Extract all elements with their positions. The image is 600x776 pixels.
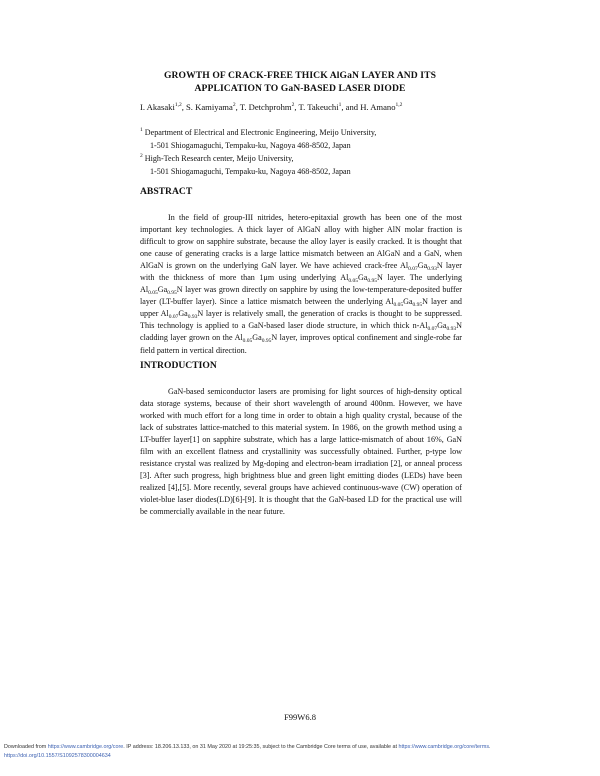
abstract-heading: ABSTRACT [140, 186, 193, 197]
affiliation-2 [140, 152, 351, 178]
cambridge-core-link[interactable]: https://www.cambridge.org/core [47, 744, 124, 750]
introduction-paragraph: GaN-based semiconductor lasers are promising for light sources of high-density optical data storage systems, because of their short wavelength of around 400nm. However, we have worked with much effort for a long time in order to obtain a high quality crystal, because of the lack of substrates lattice-matched to this material system. In 1986, on the growth method using a LT-buffer layer[1] on sapphire substrate, which has a large lattice-mismatch of about 16%, GaN film with an excellent flatness and crystallinity was successfully obtained. Further, p-type low resistance crystal was realized by Mg-doping and electron-beam irradiation [2], or anneal process [3]. After such progress, high brightness blue and green light emitting diodes (LEDs) have been realized [4],[5]. More recently, several groups have achieved continuous-wave (CW) operation of violet-blue laser diodes(LD)[6]-[9]. It is thought that the GaN-based LD for the practical use will be commercially available in the near future. [140, 387, 462, 517]
affiliation-line: High-Tech Research center, Meijo University, [144, 154, 294, 163]
author-affil-mark: 1,2 [395, 102, 403, 108]
author-affil-mark: 2 [232, 102, 236, 108]
terms-of-use-link[interactable]: https://www.cambridge.org/core/terms [398, 744, 490, 750]
abstract-paragraph: In the field of group-III nitrides, hetero-epitaxial growth has been one of the most important key technologies. A thick layer of AlGaN alloy with higher AlN molar fraction is difficult to grow on sapphire substrate, because the alloy layer is easily cracked. It is thought that one cause of generating cracks is a large lattice mismatch between an AlGaN and a GaN, when AlGaN is grown on the underlying GaN layer. We have achieved crack-free $Al_{0.07}Ga_{0.93}N$ layer with the thickness of more than 1μm using underlying $Al_{0.05}Ga_{0.95}N$ layer. The underlying $Al_{0.05}Ga_{0.95}N$ layer was grown directly on sapphire by using the low-temperature-deposited buffer layer (LT-buffer layer). Since a lattice mismatch between the underlying $Al_{0.05}Ga_{0.95}N$ layer and upper $Al_{0.07}Ga_{0.93}N$ layer is relatively small, the generation of cracks is thought to be suppressed. This technology is applied to a GaN-based laser diode structure, in which thick $n-Al_{0.07}Ga_{0.93}N$ cladding layer grown on the $Al_{0.05}Ga_{0.95}N$ layer, improves optical confinement and single-robe far field pattern in vertical direction. [140, 213, 463, 355]
affiliation-number: 2 [140, 153, 143, 159]
abstract-body [140, 212, 462, 357]
affiliation-address: 1-501 Shiogamaguchi, Tempaku-ku, Nagoya 468-8502, Japan [150, 167, 351, 176]
introduction-heading: INTRODUCTION [140, 360, 217, 371]
author-affil-mark: 2 [291, 102, 295, 108]
author-name: , T. Detchprohm [235, 102, 292, 112]
page-identifier: F99W6.8 [284, 712, 316, 722]
title-line-1: GROWTH OF CRACK-FREE THICK AlGaN LAYER AND ITS [163, 70, 437, 81]
affiliation-line: Department of Electrical and Electronic Engineering, Meijo University, [144, 128, 377, 137]
affiliation-address: 1-501 Shiogamaguchi, Tempaku-ku, Nagoya 468-8502, Japan [150, 141, 351, 150]
title-line-2: APPLICATION TO GaN-BASED LASER DIODE [194, 83, 406, 94]
author-affil-mark: 1 [338, 102, 342, 108]
author-list [140, 102, 402, 112]
affiliation-number: 1 [140, 127, 143, 133]
author-name: , T. Takeuchi [294, 102, 339, 112]
author-name: I. Akasaki [140, 102, 175, 112]
download-notice: Downloaded from https://www.cambridge.org/core. IP address: 18.206.13.133, on 31 May 2020 at 19:25:35, subject to the Cambridge Core terms of use, available at https://www.cambridge.org/core/terms. https://doi.org/10.1557/S1092578300004634 [4, 744, 491, 759]
author-affil-mark: 1,2 [174, 102, 182, 108]
doi-link[interactable]: https://doi.org/10.1557/S1092578300004634 [4, 753, 111, 759]
author-name: , and H. Amano [341, 102, 396, 112]
introduction-body [140, 386, 462, 519]
affiliation-1 [140, 126, 376, 152]
paper-title [140, 69, 460, 95]
author-name: , S. Kamiyama [181, 102, 233, 112]
